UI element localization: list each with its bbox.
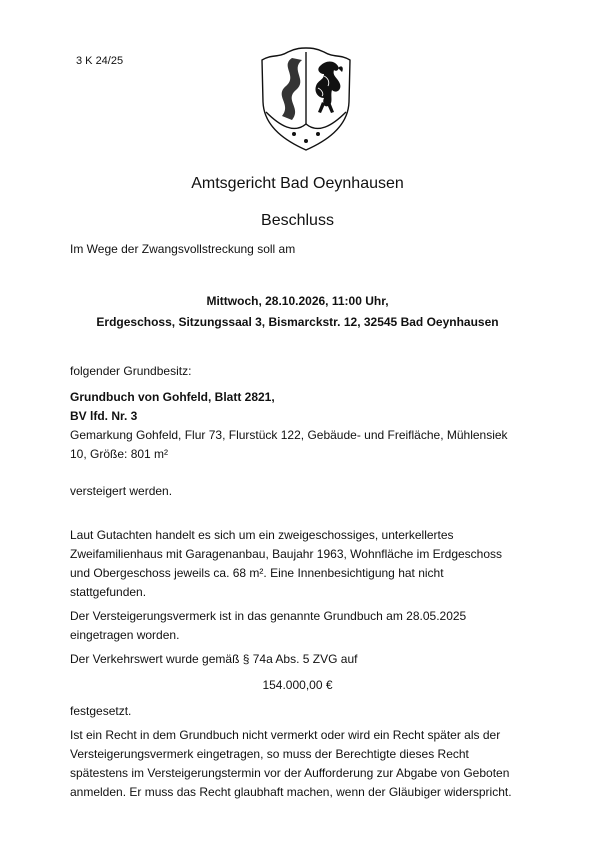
appraisal-line-2: Zweifamilienhaus mit Garagenanbau, Baujahr 1963, Wohnfläche im Erdgeschoss bbox=[70, 547, 503, 561]
rights-notice-line-3: spätestens im Versteigerungstermin vor der Aufforderung zur Abgabe von Geboten bbox=[70, 766, 510, 780]
rights-notice-line-2: Versteigerungsvermerk eingetragen, so muss der Berechtigte dieses Recht bbox=[70, 747, 469, 761]
market-value-amount: 154.000,00 € bbox=[262, 678, 333, 692]
coat-of-arms-emblem bbox=[258, 46, 354, 152]
land-register: Grundbuch von Gohfeld, Blatt 2821, bbox=[70, 390, 275, 404]
court-name: Amtsgericht Bad Oeynhausen bbox=[191, 175, 404, 192]
appointment-date: Mittwoch, 28.10.2026, 11:00 Uhr, bbox=[206, 294, 389, 308]
appraisal-line-1: Laut Gutachten handelt es sich um ein zweigeschossiges, unterkellertes bbox=[70, 528, 454, 542]
decision-title: Beschluss bbox=[261, 212, 334, 229]
registration-line-1: Der Versteigerungsvermerk ist in das genannte Grundbuch am 28.05.2025 bbox=[70, 609, 467, 623]
property-intro: folgender Grundbesitz: bbox=[70, 364, 192, 378]
registration-line-2: eingetragen worden. bbox=[70, 628, 180, 642]
register-entry: BV lfd. Nr. 3 bbox=[70, 409, 138, 423]
fixed-statement: festgesetzt. bbox=[70, 704, 132, 718]
rights-notice-line-1: Ist ein Recht in dem Grundbuch nicht vermerkt oder wird ein Recht später als der bbox=[70, 728, 501, 742]
appraisal-line-4: stattgefunden. bbox=[70, 585, 147, 599]
property-description-line-1: Gemarkung Gohfeld, Flur 73, Flurstück 122, Gebäude- und Freifläche, Mühlensiek bbox=[70, 428, 508, 442]
appointment-location: Erdgeschoss, Sitzungssaal 3, Bismarckstr. 12, 32545 Bad Oeynhausen bbox=[96, 315, 499, 329]
intro-text: Im Wege der Zwangsvollstreckung soll am bbox=[70, 242, 296, 256]
property-description-line-2: 10, Größe: 801 m² bbox=[70, 447, 169, 461]
rights-notice-line-4: anmelden. Er muss das Recht glaubhaft machen, wenn der Gläubiger widerspricht. bbox=[70, 785, 512, 799]
file-number: 3 K 24/25 bbox=[76, 55, 124, 67]
appraisal-line-3: und Obergeschoss jeweils ca. 68 m². Eine Innenbesichtigung hat nicht bbox=[70, 566, 444, 580]
auction-statement: versteigert werden. bbox=[70, 484, 173, 498]
market-value-intro: Der Verkehrswert wurde gemäß § 74a Abs. 5 ZVG auf bbox=[70, 652, 358, 666]
